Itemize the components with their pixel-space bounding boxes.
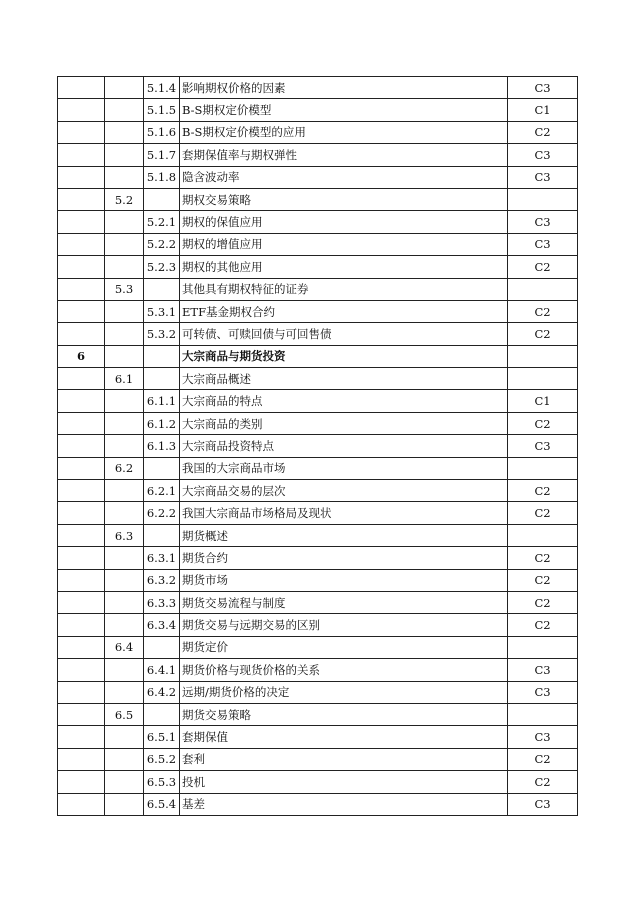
cognitive-level-cell: C3 <box>508 233 578 255</box>
table-row <box>58 211 578 233</box>
table-row <box>58 614 578 636</box>
subsection-number-cell: 6.2.2 <box>144 502 180 524</box>
topic-title-cell: ETF基金期权合约 <box>180 300 508 322</box>
chapter-number-cell <box>58 121 105 143</box>
cognitive-level-cell: C3 <box>508 166 578 188</box>
chapter-number-cell <box>58 412 105 434</box>
subsection-number-cell: 6.3.3 <box>144 591 180 613</box>
table-row <box>58 681 578 703</box>
table-row <box>58 726 578 748</box>
topic-title-cell: 大宗商品与期货投资 <box>180 345 508 367</box>
chapter-number-cell: 6 <box>58 345 105 367</box>
section-number-cell <box>105 591 144 613</box>
topic-title-cell: 期权交易策略 <box>180 188 508 210</box>
chapter-number-cell <box>58 278 105 300</box>
cognitive-level-cell: C1 <box>508 390 578 412</box>
topic-title-cell: 隐含波动率 <box>180 166 508 188</box>
cognitive-level-cell: C3 <box>508 77 578 99</box>
cognitive-level-cell: C2 <box>508 771 578 793</box>
subsection-number-cell: 5.2.2 <box>144 233 180 255</box>
section-row <box>58 457 578 479</box>
topic-title-cell: 大宗商品投资特点 <box>180 435 508 457</box>
subsection-number-cell: 6.3.4 <box>144 614 180 636</box>
chapter-number-cell <box>58 77 105 99</box>
topic-title-cell: 期货定价 <box>180 636 508 658</box>
syllabus-table <box>57 76 578 816</box>
subsection-number-cell: 5.2.3 <box>144 256 180 278</box>
topic-title-cell: 期货合约 <box>180 547 508 569</box>
section-number-cell <box>105 435 144 457</box>
chapter-number-cell <box>58 659 105 681</box>
topic-title-cell: 套期保值 <box>180 726 508 748</box>
table-row <box>58 569 578 591</box>
chapter-number-cell <box>58 166 105 188</box>
cognitive-level-cell: C3 <box>508 793 578 815</box>
section-number-cell <box>105 480 144 502</box>
table-row <box>58 77 578 99</box>
section-number-cell <box>105 345 144 367</box>
table-row <box>58 480 578 502</box>
cognitive-level-cell: C2 <box>508 256 578 278</box>
section-number-cell <box>105 614 144 636</box>
section-row <box>58 524 578 546</box>
cognitive-level-cell: C2 <box>508 591 578 613</box>
section-number-cell: 5.3 <box>105 278 144 300</box>
chapter-number-cell <box>58 748 105 770</box>
section-row <box>58 278 578 300</box>
subsection-number-cell: 6.5.4 <box>144 793 180 815</box>
section-number-cell <box>105 211 144 233</box>
chapter-number-cell <box>58 547 105 569</box>
topic-title-cell: B-S期权定价模型 <box>180 99 508 121</box>
section-number-cell <box>105 793 144 815</box>
table-row <box>58 435 578 457</box>
chapter-number-cell <box>58 636 105 658</box>
subsection-number-cell: 6.5.2 <box>144 748 180 770</box>
table-row <box>58 547 578 569</box>
section-number-cell <box>105 771 144 793</box>
topic-title-cell: 大宗商品交易的层次 <box>180 480 508 502</box>
table-row <box>58 502 578 524</box>
section-row <box>58 636 578 658</box>
cognitive-level-cell: C2 <box>508 502 578 524</box>
topic-title-cell: 期货交易流程与制度 <box>180 591 508 613</box>
section-number-cell <box>105 323 144 345</box>
section-number-cell: 6.4 <box>105 636 144 658</box>
topic-title-cell: 基差 <box>180 793 508 815</box>
subsection-number-cell <box>144 278 180 300</box>
topic-title-cell: 期货交易策略 <box>180 703 508 725</box>
table-row <box>58 233 578 255</box>
subsection-number-cell: 6.3.2 <box>144 569 180 591</box>
cognitive-level-cell: C3 <box>508 144 578 166</box>
subsection-number-cell: 6.5.1 <box>144 726 180 748</box>
table-row <box>58 748 578 770</box>
subsection-number-cell <box>144 636 180 658</box>
chapter-number-cell <box>58 771 105 793</box>
cognitive-level-cell: C2 <box>508 480 578 502</box>
cognitive-level-cell: C2 <box>508 300 578 322</box>
subsection-number-cell: 6.4.1 <box>144 659 180 681</box>
section-number-cell <box>105 726 144 748</box>
section-number-cell <box>105 233 144 255</box>
cognitive-level-cell: C2 <box>508 748 578 770</box>
cognitive-level-cell: C2 <box>508 547 578 569</box>
section-number-cell <box>105 390 144 412</box>
chapter-number-cell <box>58 256 105 278</box>
chapter-number-cell <box>58 703 105 725</box>
topic-title-cell: 期权的保值应用 <box>180 211 508 233</box>
subsection-number-cell: 5.1.7 <box>144 144 180 166</box>
cognitive-level-cell <box>508 457 578 479</box>
table-row <box>58 412 578 434</box>
subsection-number-cell <box>144 345 180 367</box>
topic-title-cell: 套利 <box>180 748 508 770</box>
section-number-cell <box>105 144 144 166</box>
cognitive-level-cell: C1 <box>508 99 578 121</box>
cognitive-level-cell: C2 <box>508 412 578 434</box>
chapter-number-cell <box>58 480 105 502</box>
section-number-cell <box>105 121 144 143</box>
topic-title-cell: 套期保值率与期权弹性 <box>180 144 508 166</box>
chapter-number-cell <box>58 211 105 233</box>
table-row <box>58 256 578 278</box>
chapter-number-cell <box>58 233 105 255</box>
chapter-number-cell <box>58 99 105 121</box>
section-number-cell <box>105 502 144 524</box>
chapter-number-cell <box>58 300 105 322</box>
chapter-number-cell <box>58 569 105 591</box>
table-row <box>58 659 578 681</box>
section-number-cell: 6.3 <box>105 524 144 546</box>
subsection-number-cell: 6.4.2 <box>144 681 180 703</box>
chapter-number-cell <box>58 681 105 703</box>
subsection-number-cell <box>144 368 180 390</box>
topic-title-cell: 远期/期货价格的决定 <box>180 681 508 703</box>
cognitive-level-cell: C2 <box>508 121 578 143</box>
topic-title-cell: 期货交易与远期交易的区别 <box>180 614 508 636</box>
section-row <box>58 703 578 725</box>
topic-title-cell: 期货价格与现货价格的关系 <box>180 659 508 681</box>
section-number-cell <box>105 547 144 569</box>
chapter-number-cell <box>58 591 105 613</box>
topic-title-cell: 期权的其他应用 <box>180 256 508 278</box>
cognitive-level-cell <box>508 188 578 210</box>
chapter-number-cell <box>58 188 105 210</box>
subsection-number-cell: 5.1.4 <box>144 77 180 99</box>
subsection-number-cell: 5.3.2 <box>144 323 180 345</box>
topic-title-cell: 大宗商品的类别 <box>180 412 508 434</box>
section-row <box>58 368 578 390</box>
chapter-row <box>58 345 578 367</box>
subsection-number-cell: 5.3.1 <box>144 300 180 322</box>
table-row <box>58 793 578 815</box>
topic-title-cell: 可转债、可赎回债与可回售债 <box>180 323 508 345</box>
section-number-cell <box>105 681 144 703</box>
chapter-number-cell <box>58 435 105 457</box>
chapter-number-cell <box>58 502 105 524</box>
section-number-cell <box>105 256 144 278</box>
section-number-cell <box>105 166 144 188</box>
chapter-number-cell <box>58 368 105 390</box>
chapter-number-cell <box>58 614 105 636</box>
cognitive-level-cell: C3 <box>508 211 578 233</box>
table-row <box>58 591 578 613</box>
topic-title-cell: 我国大宗商品市场格局及现状 <box>180 502 508 524</box>
subsection-number-cell <box>144 703 180 725</box>
subsection-number-cell <box>144 524 180 546</box>
chapter-number-cell <box>58 726 105 748</box>
section-number-cell: 6.5 <box>105 703 144 725</box>
chapter-number-cell <box>58 323 105 345</box>
subsection-number-cell: 5.1.6 <box>144 121 180 143</box>
cognitive-level-cell: C3 <box>508 726 578 748</box>
table-row <box>58 771 578 793</box>
cognitive-level-cell <box>508 345 578 367</box>
section-number-cell: 6.1 <box>105 368 144 390</box>
subsection-number-cell <box>144 457 180 479</box>
section-number-cell <box>105 748 144 770</box>
subsection-number-cell: 5.1.5 <box>144 99 180 121</box>
table-row <box>58 99 578 121</box>
section-number-cell <box>105 99 144 121</box>
chapter-number-cell <box>58 144 105 166</box>
cognitive-level-cell: C3 <box>508 681 578 703</box>
table-row <box>58 144 578 166</box>
table-row <box>58 323 578 345</box>
table-row <box>58 121 578 143</box>
cognitive-level-cell: C3 <box>508 435 578 457</box>
section-number-cell <box>105 569 144 591</box>
chapter-number-cell <box>58 457 105 479</box>
chapter-number-cell <box>58 793 105 815</box>
cognitive-level-cell <box>508 368 578 390</box>
subsection-number-cell: 6.1.2 <box>144 412 180 434</box>
subsection-number-cell: 6.2.1 <box>144 480 180 502</box>
table-row <box>58 166 578 188</box>
section-number-cell <box>105 77 144 99</box>
table-row <box>58 390 578 412</box>
topic-title-cell: 我国的大宗商品市场 <box>180 457 508 479</box>
table-row <box>58 300 578 322</box>
chapter-number-cell <box>58 524 105 546</box>
topic-title-cell: B-S期权定价模型的应用 <box>180 121 508 143</box>
topic-title-cell: 期权的增值应用 <box>180 233 508 255</box>
cognitive-level-cell <box>508 278 578 300</box>
subsection-number-cell: 6.5.3 <box>144 771 180 793</box>
topic-title-cell: 影响期权价格的因素 <box>180 77 508 99</box>
section-number-cell: 5.2 <box>105 188 144 210</box>
chapter-number-cell <box>58 390 105 412</box>
section-number-cell <box>105 659 144 681</box>
subsection-number-cell: 6.1.3 <box>144 435 180 457</box>
cognitive-level-cell: C2 <box>508 614 578 636</box>
subsection-number-cell: 6.3.1 <box>144 547 180 569</box>
section-number-cell: 6.2 <box>105 457 144 479</box>
subsection-number-cell <box>144 188 180 210</box>
cognitive-level-cell <box>508 524 578 546</box>
cognitive-level-cell: C2 <box>508 323 578 345</box>
subsection-number-cell: 5.2.1 <box>144 211 180 233</box>
syllabus-table-body <box>58 77 578 816</box>
section-row <box>58 188 578 210</box>
topic-title-cell: 期货概述 <box>180 524 508 546</box>
subsection-number-cell: 5.1.8 <box>144 166 180 188</box>
section-number-cell <box>105 300 144 322</box>
cognitive-level-cell: C2 <box>508 569 578 591</box>
topic-title-cell: 大宗商品的特点 <box>180 390 508 412</box>
topic-title-cell: 大宗商品概述 <box>180 368 508 390</box>
topic-title-cell: 投机 <box>180 771 508 793</box>
topic-title-cell: 期货市场 <box>180 569 508 591</box>
topic-title-cell: 其他具有期权特征的证券 <box>180 278 508 300</box>
cognitive-level-cell <box>508 703 578 725</box>
subsection-number-cell: 6.1.1 <box>144 390 180 412</box>
cognitive-level-cell: C3 <box>508 659 578 681</box>
cognitive-level-cell <box>508 636 578 658</box>
section-number-cell <box>105 412 144 434</box>
